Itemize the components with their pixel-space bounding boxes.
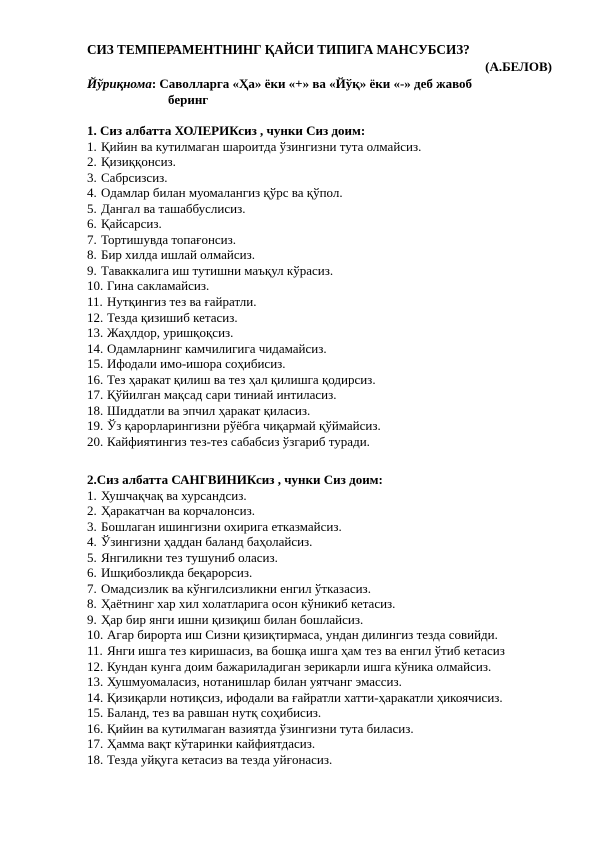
list-item bbox=[87, 325, 421, 341]
list-item bbox=[87, 534, 505, 550]
list-item bbox=[87, 488, 505, 504]
instruction-label: Йўриқнома bbox=[87, 76, 152, 91]
item-number: 7. bbox=[87, 580, 97, 596]
item-text: Шиддатли ва эпчил ҳаракат қиласиз. bbox=[107, 402, 311, 418]
author: (А.БЕЛОВ) bbox=[485, 59, 552, 74]
list-item bbox=[87, 154, 421, 170]
item-number: 9. bbox=[87, 611, 97, 627]
item-text: Ҳар бир янги ишни қизиқиш билан бошлайсиз. bbox=[101, 611, 364, 627]
section-heading: 1. Сиз албатта ХОЛЕРИКсиз , чунки Сиз доим: bbox=[87, 123, 366, 138]
item-number: 7. bbox=[87, 231, 97, 247]
list-item bbox=[87, 690, 505, 706]
item-text: Қўйилган мақсад сари тиниай интиласиз. bbox=[107, 387, 337, 403]
item-number: 10. bbox=[87, 627, 104, 643]
list-item bbox=[87, 403, 421, 419]
item-number: 4. bbox=[87, 185, 97, 201]
item-number: 16. bbox=[87, 371, 104, 387]
item-text: Хушмуомаласиз, нотанишлар билан уятчанг эмассиз. bbox=[107, 674, 402, 690]
item-number: 5. bbox=[87, 549, 97, 565]
item-number: 14. bbox=[87, 689, 104, 705]
list-item bbox=[87, 550, 505, 566]
list-item bbox=[87, 659, 505, 675]
list-item bbox=[87, 247, 421, 263]
item-number: 2. bbox=[87, 503, 97, 519]
section-sanguine bbox=[87, 472, 505, 767]
item-number: 17. bbox=[87, 387, 104, 403]
item-text: Таваккалига иш тутишни маъқул кўрасиз. bbox=[101, 262, 334, 278]
item-number: 5. bbox=[87, 200, 97, 216]
item-number: 13. bbox=[87, 674, 104, 690]
item-number: 18. bbox=[87, 402, 104, 418]
list-item bbox=[87, 139, 421, 155]
list-item bbox=[87, 372, 421, 388]
list-item bbox=[87, 519, 505, 535]
list-item bbox=[87, 721, 505, 737]
list-item bbox=[87, 310, 421, 326]
instruction bbox=[87, 76, 552, 108]
item-text: Омадсизлик ва кўнгилсизликни енгил ўтказасиз. bbox=[101, 580, 371, 596]
item-text: Тортишувда топағонсиз. bbox=[101, 231, 237, 247]
section-choleric bbox=[87, 123, 421, 449]
item-number: 6. bbox=[87, 216, 97, 232]
list-item bbox=[87, 387, 421, 403]
list-item bbox=[87, 503, 505, 519]
list-item bbox=[87, 434, 421, 450]
item-number: 11. bbox=[87, 643, 103, 659]
list-item bbox=[87, 596, 505, 612]
list-item bbox=[87, 356, 421, 372]
list-item bbox=[87, 643, 505, 659]
list-item bbox=[87, 185, 421, 201]
list-item bbox=[87, 674, 505, 690]
list-item bbox=[87, 627, 505, 643]
item-number: 19. bbox=[87, 418, 104, 434]
item-number: 10. bbox=[87, 278, 104, 294]
instruction-text: : Саволларга «Ҳа» ёки «+» ва «Йўқ» ёки «-» деб жавоб bbox=[151, 76, 472, 91]
item-number: 1. bbox=[87, 487, 97, 503]
item-number: 9. bbox=[87, 262, 97, 278]
item-text: Тезда уйқуга кетасиз ва тезда уйғонасиз. bbox=[107, 751, 333, 767]
list-item bbox=[87, 752, 505, 768]
item-text: Янги ишга тез киришасиз, ва бошқа ишга ҳам тез ва енгил ўтиб кетасиз bbox=[107, 643, 505, 659]
item-text: Дангал ва ташаббуслисиз. bbox=[101, 200, 246, 216]
item-number: 18. bbox=[87, 751, 104, 767]
list-item bbox=[87, 201, 421, 217]
list-item bbox=[87, 418, 421, 434]
item-text: Қайсарсиз. bbox=[101, 216, 162, 232]
section-heading: 2.Сиз албатта САНГВИНИКсиз , чунки Сиз доим: bbox=[87, 472, 383, 487]
item-text: Баланд, тез ва равшан нутқ соҳибисиз. bbox=[107, 705, 322, 721]
page-title: СИЗ ТЕМПЕРАМЕНТНИНГ ҚАЙСИ ТИПИГА МАНСУБСИЗ? bbox=[87, 42, 470, 57]
item-text: Тезда қизишиб кетасиз. bbox=[107, 309, 238, 325]
item-text: Нутқингиз тез ва ғайратли. bbox=[107, 294, 257, 310]
list-item bbox=[87, 705, 505, 721]
item-number: 16. bbox=[87, 720, 104, 736]
list-item bbox=[87, 612, 505, 628]
item-text: Ҳамма вақт кўтаринки кайфиятдасиз. bbox=[107, 736, 316, 752]
item-number: 1. bbox=[87, 138, 97, 154]
item-text: Одамларнинг камчилигига чидамайсиз. bbox=[107, 340, 327, 356]
item-text: Қийин ва кутилмаган вазиятда ўзингизни тута биласиз. bbox=[107, 720, 414, 736]
list-item bbox=[87, 278, 421, 294]
item-number: 8. bbox=[87, 596, 97, 612]
item-text: Бошлаган ишингизни охирига етказмайсиз. bbox=[101, 518, 342, 534]
item-text: Тез ҳаракат қилиш ва тез ҳал қилишга қодирсиз. bbox=[107, 371, 376, 387]
list-item bbox=[87, 170, 421, 186]
item-text: Янгиликни тез тушуниб оласиз. bbox=[101, 549, 278, 565]
item-number: 4. bbox=[87, 534, 97, 550]
item-number: 12. bbox=[87, 309, 104, 325]
item-number: 6. bbox=[87, 565, 97, 581]
item-text: Ҳаракатчан ва корчалонсиз. bbox=[101, 503, 255, 519]
item-number: 3. bbox=[87, 518, 97, 534]
item-text: Ўз қарорларингизни рўёбга чиқармай қўймайсиз. bbox=[107, 418, 381, 434]
item-text: Жаҳлдор, уришқоқсиз. bbox=[107, 325, 234, 341]
list-item bbox=[87, 232, 421, 248]
item-number: 17. bbox=[87, 736, 104, 752]
item-number: 12. bbox=[87, 658, 104, 674]
item-number: 8. bbox=[87, 247, 97, 263]
item-number: 15. bbox=[87, 356, 104, 372]
list-item bbox=[87, 216, 421, 232]
list-item bbox=[87, 736, 505, 752]
item-text: Ҳаётнинг хар хил холатларига осон кўникиб кетасиз. bbox=[101, 596, 396, 612]
item-number: 13. bbox=[87, 325, 104, 341]
item-text: Сабрсизсиз. bbox=[101, 169, 168, 185]
item-number: 20. bbox=[87, 433, 104, 449]
list-item bbox=[87, 341, 421, 357]
list-item bbox=[87, 263, 421, 279]
item-text: Хушчақчақ ва хурсандсиз. bbox=[101, 487, 247, 503]
item-text: Ишқибозликда беқарорсиз. bbox=[101, 565, 253, 581]
item-text: Гина сакламайсиз. bbox=[107, 278, 210, 294]
item-text: Бир хилда ишлай олмайсиз. bbox=[101, 247, 255, 263]
instruction-text-continued: беринг bbox=[168, 92, 209, 107]
item-text: Ўзингизни ҳаддан баланд баҳолайсиз. bbox=[101, 534, 313, 550]
item-number: 14. bbox=[87, 340, 104, 356]
item-text: Одамлар билан муомалангиз қўрс ва қўпол. bbox=[101, 185, 343, 201]
item-text: Кундан кунга доим бажариладиган зерикарли ишга кўника олмайсиз. bbox=[107, 658, 492, 674]
item-text: Қизиқарли нотиқсиз, ифодали ва ғайратли хатти-ҳаракатли ҳикоячисиз. bbox=[107, 689, 503, 705]
item-text: Қизиққонсиз. bbox=[101, 154, 176, 170]
item-text: Ифодали имо-ишора соҳибисиз. bbox=[107, 356, 286, 372]
item-number: 11. bbox=[87, 294, 103, 310]
item-number: 3. bbox=[87, 169, 97, 185]
item-text: Агар бирорта иш Сизни қизиқтирмаса, ундан дилингиз тезда совийди. bbox=[107, 627, 498, 643]
list-item bbox=[87, 294, 421, 310]
item-number: 15. bbox=[87, 705, 104, 721]
list-item bbox=[87, 581, 505, 597]
item-text: Қийин ва кутилмаган шароитда ўзингизни тута олмайсиз. bbox=[101, 138, 422, 154]
item-number: 2. bbox=[87, 154, 97, 170]
item-text: Кайфиятингиз тез-тез сабабсиз ўзгариб туради. bbox=[107, 433, 370, 449]
list-item bbox=[87, 565, 505, 581]
